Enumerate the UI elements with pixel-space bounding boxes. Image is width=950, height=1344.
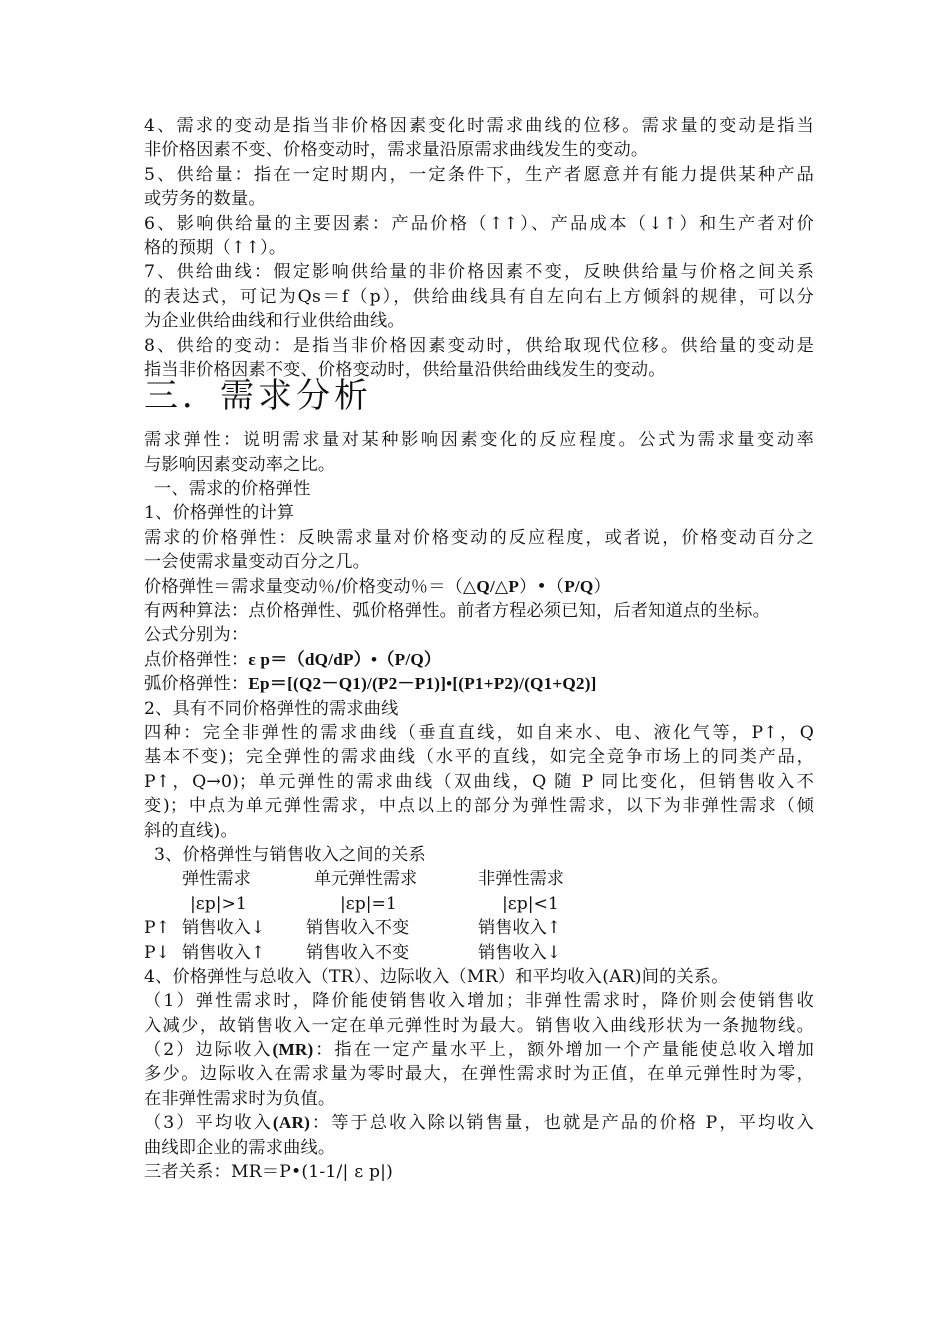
table-header: 单元弹性需求 (314, 869, 418, 890)
text-line: （2）边际收入(MR)：指在一定产量水平上，额外增加一个产量能使总收入增加 (144, 1040, 814, 1061)
subheading: 一、需求的价格弹性 (154, 479, 311, 500)
table-header: 非弹性需求 (478, 869, 564, 890)
text-line: 非价格因素不变、价格变动时，需求量沿原需求曲线发生的变动。 (144, 140, 649, 161)
table-row (144, 916, 814, 940)
text-line: 5、供给量：指在一定时期内，一定条件下，生产者愿意并有能力提供某种产品 (144, 164, 814, 185)
text-line: 曲线即企业的需求曲线。 (144, 1137, 336, 1158)
table-cell: |εp|=1 (340, 893, 397, 914)
item-title: 4、价格弹性与总收入（TR）、边际收入（MR）和平均收入(AR)间的关系。 (144, 966, 729, 987)
text-line: 在非弹性需求时为负值。 (144, 1088, 336, 1109)
table-header-row (144, 867, 814, 891)
intro-line: 需求弹性：说明需求量对某种影响因素变化的反应程度。公式为需求量变动率 (144, 430, 814, 451)
table-cell: |εp|<1 (502, 893, 559, 914)
text-line: 格的预期（↑↑）。 (144, 237, 287, 258)
text-line: 斜的直线)。 (144, 820, 238, 841)
table-cell: 销售收入↓ (182, 918, 266, 939)
text-line: 有两种算法：点价格弹性、弧价格弹性。前者方程必须已知，后者知道点的坐标。 (144, 601, 770, 622)
table-cell: 销售收入↑ (182, 942, 266, 963)
prev-section (144, 114, 814, 382)
text-line: 需求的价格弹性：反映需求量对价格变动的反应程度，或者说，价格变动百分之 (144, 527, 814, 548)
table-cell: 销售收入不变 (306, 918, 410, 939)
section-heading: 三．需求分析 (144, 376, 372, 417)
table-header: 弹性需求 (182, 869, 251, 890)
text-line: 6、影响供给量的主要因素：产品价格（↑↑）、产品成本（↓↑）和生产者对价 (144, 213, 814, 234)
formula-arc-elasticity: 弧价格弹性：Ep＝[(Q2－Q1)/(P2－P1)]•[(P1+P2)/(Q1+Q2)] (144, 674, 597, 695)
text-line: 变)；中点为单元弹性需求，中点以上的部分为弹性需求，以下为非弹性需求（倾 (144, 796, 814, 817)
table-row-label: P↑ (144, 918, 170, 939)
text-line: 公式分别为： (144, 625, 249, 646)
elasticity-revenue-table (144, 867, 814, 965)
item-title: 2、具有不同价格弹性的需求曲线 (144, 698, 399, 719)
text-line: 指当非价格因素不变、价格变动时，供给量沿供给曲线发生的变动。 (144, 359, 666, 380)
table-row (144, 941, 814, 965)
table-cell: |εp|>1 (190, 893, 247, 914)
text-line: （3）平均收入(AR)：等于总收入除以销售量，也就是产品的价格 P，平均收入 (144, 1113, 814, 1134)
table-row-label: P↓ (144, 942, 170, 963)
table-cell: 销售收入不变 (306, 942, 410, 963)
text-line: （1）弹性需求时，降价能使销售收入增加；非弹性需求时，降价则会使销售收 (144, 991, 814, 1012)
text-line: 一会使需求量变动百分之几。 (144, 552, 371, 573)
table-condition-row (144, 892, 814, 916)
text-line: 入减少，故销售收入一定在单元弹性时为最大。销售收入曲线形状为一条抛物线。 (144, 1015, 814, 1036)
formula-point-elasticity: 点价格弹性：ε p＝（dQ/dP）•（P/Q） (144, 649, 442, 670)
text-line: 4、需求的变动是指当非价格因素变化时需求曲线的位移。需求量的变动是指当 (144, 116, 814, 136)
item-title: 1、价格弹性的计算 (144, 503, 295, 524)
text-line: 或劳务的数量。 (144, 189, 266, 210)
table-cell: 销售收入↓ (478, 942, 562, 963)
relation-formula: 三者关系：MR＝P•(1-1/| ε p|) (144, 1162, 394, 1183)
text-line: 四种：完全非弹性的需求曲线（垂直直线，如自来水、电、液化气等，P↑，Q (144, 722, 814, 743)
text-line: P↑，Q→0)；单元弹性的需求曲线（双曲线，Q 随 P 同比变化，但销售收入不 (144, 771, 814, 792)
item-title: 3、价格弹性与销售收入之间的关系 (154, 844, 426, 865)
text-line: 7、供给曲线：假定影响供给量的非价格因素不变，反映供给量与价格之间关系 (144, 262, 814, 283)
table-cell: 销售收入↑ (478, 918, 562, 939)
formula-price-elasticity: 价格弹性＝需求量变动％/价格变动％＝（△Q/△P）•（P/Q） (144, 576, 611, 597)
document-page (144, 114, 814, 1184)
text-line: 的表达式，可记为Qs＝f（p），供给曲线具有自左向右上方倾斜的规律，可以分 (144, 286, 814, 307)
text-line: 多少。边际收入在需求量为零时最大，在弹性需求时为正值，在单元弹性时为零， (144, 1064, 814, 1085)
text-line: 为企业供给曲线和行业供给曲线。 (144, 311, 405, 332)
text-line: 8、供给的变动：是指当非价格因素变动时，供给取现代位移。供给量的变动是 (144, 335, 814, 356)
text-line: 基本不变)；完全弹性的需求曲线（水平的直线，如完全竞争市场上的同类产品， (144, 747, 814, 768)
intro-line: 与影响因素变动率之比。 (144, 454, 336, 475)
